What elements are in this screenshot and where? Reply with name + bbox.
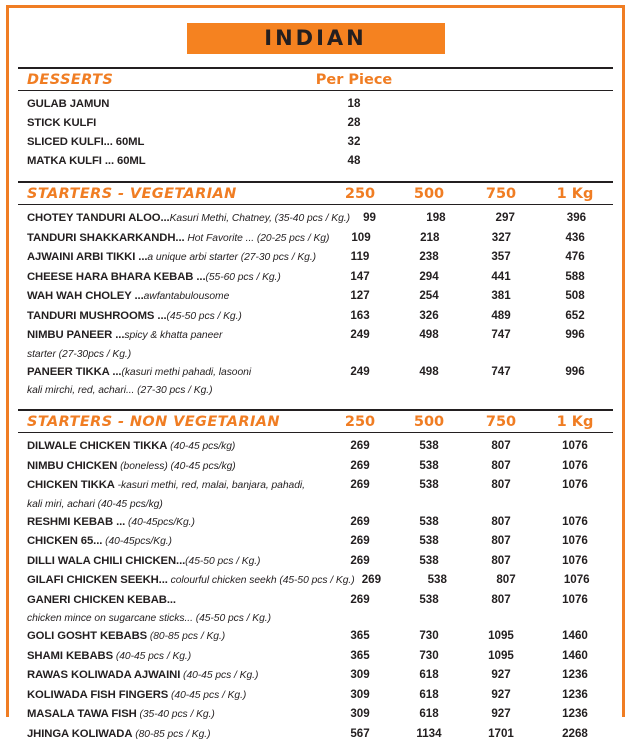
item-price-250: 119 [327, 248, 393, 267]
item-name: CHICKEN TIKKA [27, 479, 115, 491]
item-price-500: 498 [393, 363, 465, 382]
item-price-1kg: 396 [540, 209, 613, 228]
item-price-250: 269 [327, 591, 393, 610]
item-price: 48 [315, 152, 393, 171]
section-header-veg [18, 183, 613, 204]
item-name: MASALA TAWA FISH [27, 708, 137, 720]
item-price-250: 109 [328, 229, 394, 248]
item-description: (45-50 pcs / Kg.) [167, 311, 242, 322]
page-title: INDIAN [264, 28, 366, 49]
item-name-cell [18, 513, 327, 533]
item-name: STICK KULFI [27, 117, 96, 129]
column-header-1kg: 1 Kg [537, 186, 613, 202]
item-description: (40-45 pcs / Kg.) [168, 690, 246, 701]
table-row [18, 476, 613, 496]
item-description: colourful chicken seekh (45-50 pcs / Kg.) [168, 575, 355, 586]
column-header-250: 250 [327, 414, 393, 430]
item-price-500: 730 [393, 647, 465, 666]
column-header-250: 250 [327, 186, 393, 202]
item-price-750: 357 [465, 248, 537, 267]
item-price-250: 127 [327, 287, 393, 306]
item-name: TANDURI SHAKKARKANDH... [27, 232, 185, 244]
item-price-750: 807 [465, 532, 537, 551]
item-price-750: 297 [471, 209, 540, 228]
item-price-500: 538 [393, 591, 465, 610]
item-price-250: 309 [327, 705, 393, 724]
item-name-cell [18, 591, 327, 611]
item-price-750: 489 [465, 307, 537, 326]
item-name: AJWAINI ARBI TIKKI ... [27, 251, 147, 263]
item-price-500: 294 [393, 268, 465, 287]
item-description: (45-50 pcs / Kg.) [185, 556, 260, 567]
item-price-250: 269 [327, 457, 393, 476]
item-price-500: 538 [393, 532, 465, 551]
table-row-continuation [18, 496, 613, 513]
item-price-250: 269 [327, 513, 393, 532]
item-price-750: 1701 [465, 725, 537, 744]
item-name-cell [18, 248, 327, 268]
item-price-750: 807 [465, 457, 537, 476]
item-price-250: 269 [340, 571, 403, 590]
section-header-nonveg [18, 411, 613, 432]
table-row [18, 457, 613, 477]
item-price-500: 538 [393, 476, 465, 495]
table-row [18, 686, 613, 706]
item-price-1kg: 1076 [537, 513, 613, 532]
item-name-cell [18, 95, 315, 114]
item-name-cell [18, 133, 315, 152]
item-price-250: 163 [327, 307, 393, 326]
item-description-cell [18, 346, 327, 363]
item-price-500: 538 [393, 513, 465, 532]
item-price-750: 807 [465, 552, 537, 571]
item-description-line2: chicken mince on sugarcane sticks... (45-50 pcs / Kg.) [27, 613, 271, 624]
table-row [18, 268, 613, 288]
item-name-cell [18, 268, 327, 288]
menu-content [9, 8, 622, 744]
veg-rows [18, 205, 613, 399]
item-description: spicy & khatta paneer [124, 330, 222, 341]
item-price-1kg: 1236 [537, 686, 613, 705]
table-row [18, 209, 613, 229]
item-price-500: 618 [393, 705, 465, 724]
item-price-1kg: 476 [537, 248, 613, 267]
item-price-750: 927 [465, 666, 537, 685]
item-price-750: 747 [465, 363, 537, 382]
item-price-250: 365 [327, 627, 393, 646]
item-price-250: 147 [327, 268, 393, 287]
item-name: NIMBU CHICKEN [27, 460, 117, 472]
section-gap [18, 171, 613, 181]
item-name: SLICED KULFI... 60ML [27, 136, 144, 148]
item-description: Hot Favorite ... (20-25 pcs / Kg) [185, 233, 330, 244]
item-name-cell [18, 287, 327, 307]
item-price-250: 269 [327, 437, 393, 456]
item-name-cell [18, 627, 327, 647]
item-price-1kg: 1076 [537, 457, 613, 476]
item-price-500: 198 [401, 209, 470, 228]
item-price-250: 269 [327, 552, 393, 571]
item-name-cell [18, 209, 338, 229]
item-description: (kasuri methi pahadi, lasooni [121, 367, 251, 378]
item-price-1kg: 588 [537, 268, 613, 287]
item-description: (boneless) (40-45 pcs/kg) [117, 461, 235, 472]
section-header-desserts [18, 69, 613, 90]
table-row [18, 326, 613, 346]
item-name: SHAMI KEBABS [27, 650, 113, 662]
item-price-750: 927 [465, 686, 537, 705]
item-price-750: 807 [465, 437, 537, 456]
item-description: (35-40 pcs / Kg.) [137, 709, 215, 720]
table-row [18, 705, 613, 725]
item-price-250: 567 [327, 725, 393, 744]
item-name-cell [18, 647, 327, 667]
item-price-500: 538 [393, 457, 465, 476]
item-price-250: 309 [327, 686, 393, 705]
item-name: RESHMI KEBAB ... [27, 516, 125, 528]
item-name: DILLI WALA CHILI CHICKEN... [27, 555, 185, 567]
section-title-desserts: DESSERTS [18, 72, 315, 88]
item-price-1kg: 996 [537, 363, 613, 382]
item-price-500: 618 [393, 666, 465, 685]
item-price-500: 326 [393, 307, 465, 326]
item-name-cell [18, 229, 328, 249]
item-description-cell [18, 496, 327, 513]
table-row [18, 725, 613, 744]
item-name-cell [18, 686, 327, 706]
item-price-750: 807 [465, 513, 537, 532]
item-price-1kg: 996 [537, 326, 613, 345]
table-row [18, 666, 613, 686]
item-description-cell [18, 382, 327, 399]
item-price: 32 [315, 133, 393, 152]
item-description: (40-45pcs/Kg.) [102, 536, 172, 547]
item-price-750: 807 [465, 591, 537, 610]
table-row [18, 647, 613, 667]
item-price-1kg: 1076 [537, 552, 613, 571]
item-name-cell [18, 363, 327, 383]
item-name: GANERI CHICKEN KEBAB... [27, 594, 176, 606]
item-price-1kg: 1076 [537, 591, 613, 610]
table-row [18, 229, 613, 249]
table-row [18, 627, 613, 647]
desserts-rows [18, 91, 613, 171]
item-name: CHICKEN 65... [27, 535, 102, 547]
item-name-cell [18, 307, 327, 327]
item-description: -kasuri methi, red, malai, banjara, pahadi, [115, 480, 305, 491]
item-name-cell [18, 476, 327, 496]
column-header-1kg: 1 Kg [537, 414, 613, 430]
item-description: (80-85 pcs / Kg.) [147, 631, 225, 642]
table-row [18, 552, 613, 572]
item-name-cell [18, 326, 327, 346]
item-name: MATKA KULFI ... 60ML [27, 155, 146, 167]
item-name: GULAB JAMUN [27, 98, 109, 110]
item-name: KOLIWADA FISH FINGERS [27, 689, 168, 701]
item-price-500: 218 [394, 229, 466, 248]
item-name: PANEER TIKKA ... [27, 366, 121, 378]
item-name-cell [18, 437, 327, 457]
item-price-500: 538 [393, 552, 465, 571]
table-row [18, 114, 613, 133]
item-price-500: 538 [393, 437, 465, 456]
item-price-250: 269 [327, 476, 393, 495]
item-name-cell [18, 152, 315, 171]
item-price-250: 309 [327, 666, 393, 685]
table-row [18, 571, 613, 591]
item-name-cell [18, 552, 327, 572]
item-description: awfantabulousome [144, 291, 230, 302]
nonveg-rows [18, 433, 613, 744]
item-name-cell [18, 705, 327, 725]
item-price-1kg: 436 [537, 229, 613, 248]
item-name: JHINGA KOLIWADA [27, 728, 132, 740]
column-header-per-piece: Per Piece [315, 72, 393, 88]
item-description: (40-45pcs/Kg.) [125, 517, 195, 528]
item-price-750: 807 [472, 571, 541, 590]
title-banner-wrap [18, 8, 613, 67]
item-name: CHEESE HARA BHARA KEBAB ... [27, 271, 205, 283]
item-name-cell [18, 532, 327, 552]
item-price-500: 730 [393, 627, 465, 646]
item-price-250: 269 [327, 532, 393, 551]
item-price-500: 254 [393, 287, 465, 306]
item-price-250: 99 [338, 209, 402, 228]
item-price-1kg: 1076 [537, 437, 613, 456]
item-price-250: 365 [327, 647, 393, 666]
item-price: 28 [315, 114, 393, 133]
table-row [18, 287, 613, 307]
item-price-750: 381 [465, 287, 537, 306]
item-price-750: 1095 [465, 627, 537, 646]
item-price-500: 498 [393, 326, 465, 345]
column-header-750: 750 [465, 186, 537, 202]
item-price-750: 327 [466, 229, 538, 248]
item-price-1kg: 2268 [537, 725, 613, 744]
table-row-continuation [18, 610, 613, 627]
item-description-line2: starter (27-30pcs / Kg.) [27, 349, 131, 360]
item-price-1kg: 652 [537, 307, 613, 326]
table-row [18, 532, 613, 552]
item-description: a unique arbi starter (27-30 pcs / Kg.) [147, 252, 316, 263]
item-description: (80-85 pcs / Kg.) [132, 729, 210, 740]
item-price-750: 441 [465, 268, 537, 287]
section-title-veg: STARTERS - VEGETARIAN [18, 186, 327, 202]
item-price-500: 1134 [393, 725, 465, 744]
item-price-750: 1095 [465, 647, 537, 666]
item-name: NIMBU PANEER ... [27, 329, 124, 341]
column-header-500: 500 [393, 414, 465, 430]
column-header-750: 750 [465, 414, 537, 430]
item-name: GOLI GOSHT KEBABS [27, 630, 147, 642]
item-price-750: 807 [465, 476, 537, 495]
item-price-1kg: 1076 [537, 532, 613, 551]
item-description: (40-45 pcs / Kg.) [180, 670, 258, 681]
item-price-500: 618 [393, 686, 465, 705]
section-gap [18, 399, 613, 409]
item-name-cell [18, 666, 327, 686]
item-name: WAH WAH CHOLEY ... [27, 290, 144, 302]
table-row [18, 513, 613, 533]
item-price-1kg: 508 [537, 287, 613, 306]
item-price-250: 249 [327, 326, 393, 345]
item-price-1kg: 1460 [537, 647, 613, 666]
item-description-line2: kali miri, achari (40-45 pcs/kg) [27, 499, 163, 510]
item-name-cell [18, 725, 327, 744]
item-name: RAWAS KOLIWADA AJWAINI [27, 669, 180, 681]
item-name: GILAFI CHICKEN SEEKH... [27, 574, 168, 586]
item-description: (40-45 pcs / Kg.) [113, 651, 191, 662]
item-name-cell [18, 571, 340, 591]
table-row-continuation [18, 382, 613, 399]
item-price-500: 538 [403, 571, 472, 590]
item-price-500: 238 [393, 248, 465, 267]
title-banner [187, 23, 445, 54]
item-price-1kg: 1236 [537, 705, 613, 724]
item-price-1kg: 1460 [537, 627, 613, 646]
item-name: CHOTEY TANDURI ALOO... [27, 212, 170, 224]
item-price-250: 249 [327, 363, 393, 382]
table-row [18, 248, 613, 268]
item-name-cell [18, 114, 315, 133]
item-description: (55-60 pcs / Kg.) [205, 272, 280, 283]
table-row [18, 133, 613, 152]
item-price-750: 747 [465, 326, 537, 345]
table-row [18, 591, 613, 611]
item-description: Kasuri Methi, Chatney, (35-40 pcs / Kg.) [170, 213, 350, 224]
table-row-continuation [18, 346, 613, 363]
item-description-cell [18, 610, 327, 627]
table-row [18, 363, 613, 383]
section-title-nonveg: STARTERS - NON VEGETARIAN [18, 414, 327, 430]
item-price-1kg: 1076 [537, 476, 613, 495]
item-name-cell [18, 457, 327, 477]
item-price-1kg: 1236 [537, 666, 613, 685]
item-name: TANDURI MUSHROOMS ... [27, 310, 167, 322]
item-price-1kg: 1076 [540, 571, 613, 590]
table-row [18, 437, 613, 457]
table-row [18, 307, 613, 327]
item-price: 18 [315, 95, 393, 114]
item-price-750: 927 [465, 705, 537, 724]
item-name: DILWALE CHICKEN TIKKA [27, 440, 167, 452]
item-description-line2: kali mirchi, red, achari... (27-30 pcs / Kg.) [27, 385, 212, 396]
table-row [18, 95, 613, 114]
item-description: (40-45 pcs/kg) [167, 441, 235, 452]
table-row [18, 152, 613, 171]
column-header-500: 500 [393, 186, 465, 202]
